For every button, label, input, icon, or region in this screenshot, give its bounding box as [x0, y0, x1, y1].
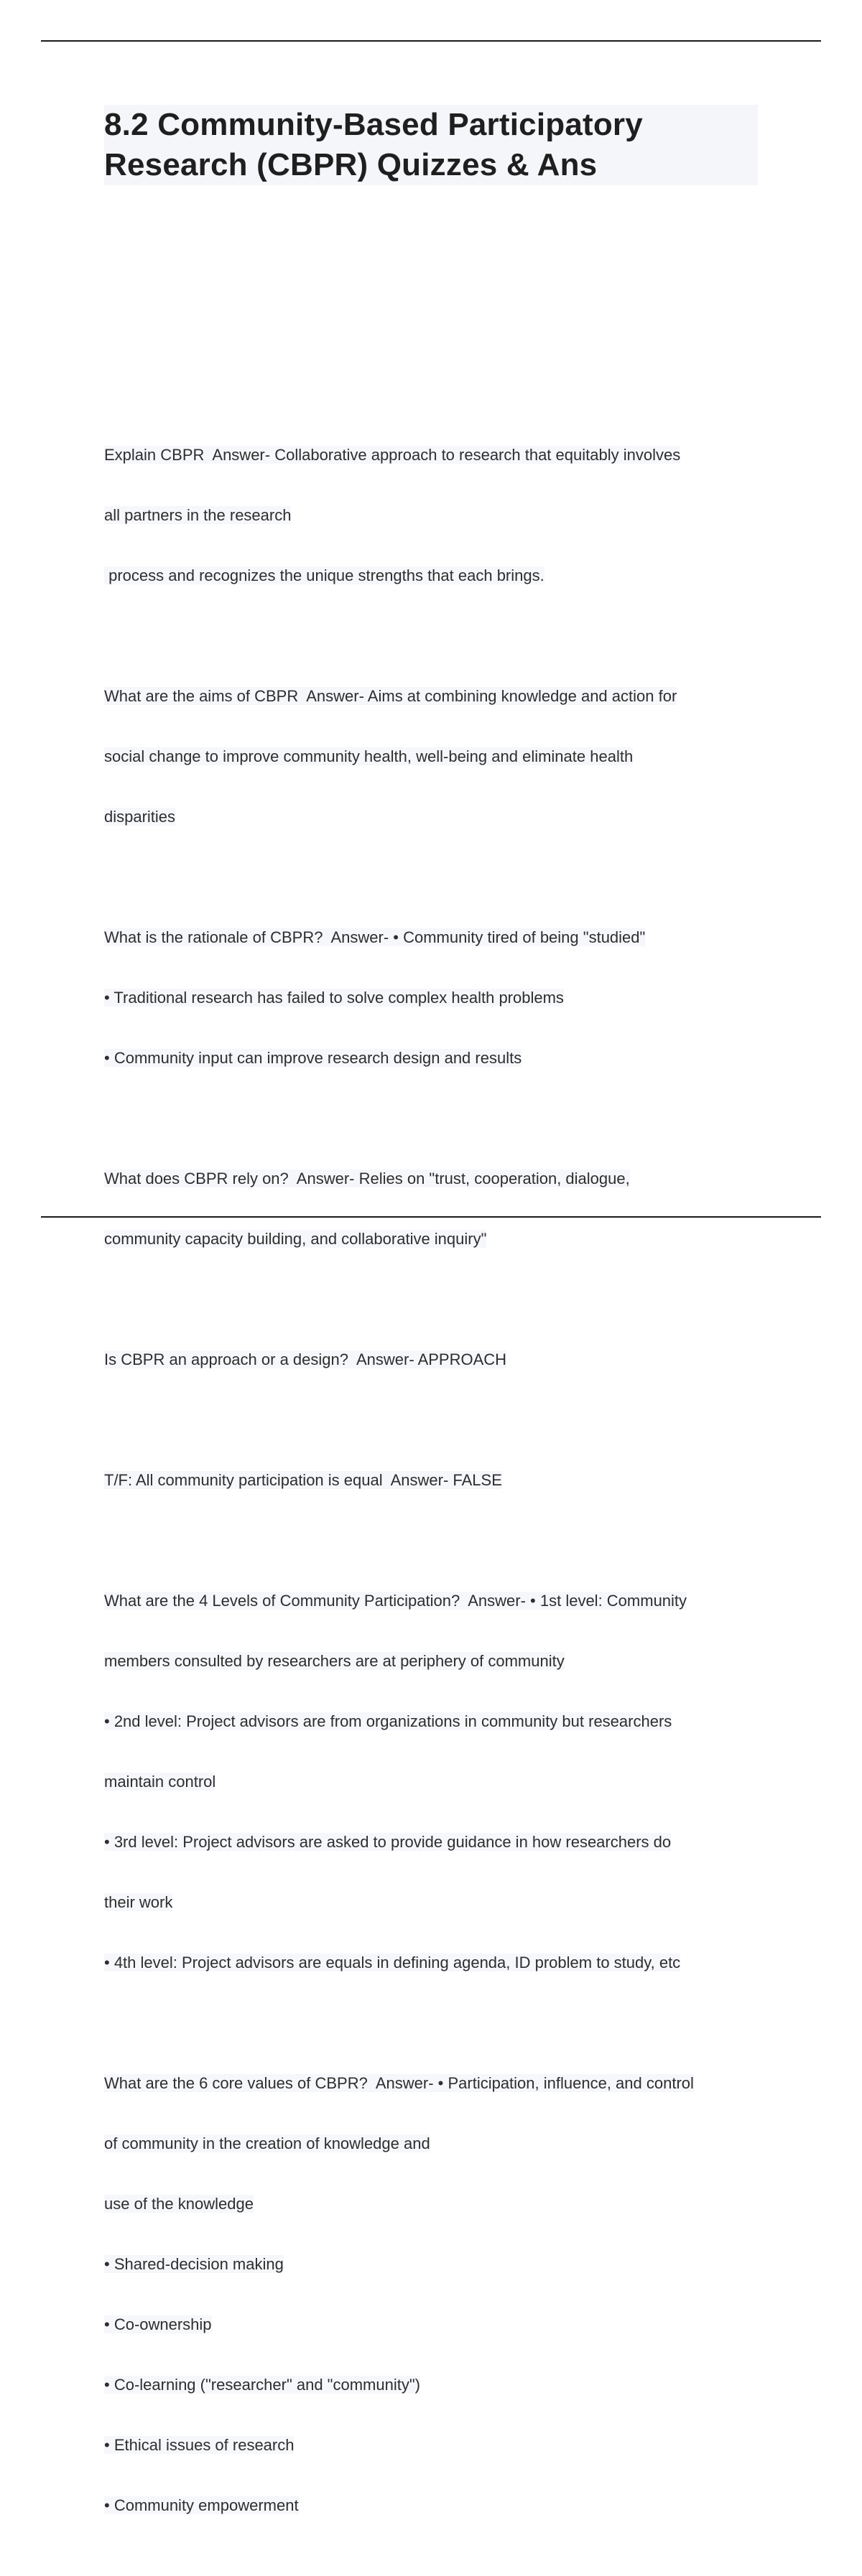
- qa-line: • Co-learning ("researcher" and "community"): [104, 2376, 420, 2394]
- qa-line: What does CBPR rely on? Answer- Relies on "trust, cooperation, dialogue,: [104, 1170, 630, 1187]
- bottom-rule: [41, 1216, 821, 1218]
- qa-line: • 4th level: Project advisors are equals in defining agenda, ID problem to study, etc: [104, 1954, 681, 1971]
- qa-item: [104, 405, 765, 626]
- qa-line: • 3rd level: Project advisors are asked to provide guidance in how researchers do: [104, 1833, 672, 1851]
- qa-line: use of the knowledge: [104, 2195, 254, 2213]
- qa-line: Is CBPR an approach or a design? Answer- APPROACH: [104, 1350, 507, 1368]
- qa-line: • Community empowerment: [104, 2496, 299, 2514]
- qa-line: Explain CBPR Answer- Collaborative approach to research that equitably involves: [104, 446, 681, 464]
- qa-line: What is the rationale of CBPR? Answer- • Community tired of being "studied": [104, 928, 646, 946]
- qa-line: all partners in the research: [104, 506, 292, 524]
- qa-line: • Co-ownership: [104, 2315, 212, 2333]
- qa-item: [104, 1430, 765, 1531]
- qa-line: maintain control: [104, 1773, 216, 1791]
- qa-line: • 2nd level: Project advisors are from organizations in community but researchers: [104, 1712, 672, 1730]
- qa-line: • Ethical issues of research: [104, 2436, 295, 2454]
- qa-line: • Traditional research has failed to solve complex health problems: [104, 989, 564, 1007]
- qa-item: [104, 2033, 765, 2556]
- qa-line: T/F: All community participation is equal Answer- FALSE: [104, 1471, 502, 1489]
- qa-item: [104, 1129, 765, 1289]
- qa-line: • Community input can improve research design and results: [104, 1049, 522, 1067]
- qa-line: community capacity building, and collaborative inquiry": [104, 1230, 487, 1248]
- qa-line: social change to improve community health, well-being and eliminate health: [104, 747, 634, 765]
- qa-line: • Shared-decision making: [104, 2255, 284, 2273]
- top-rule: [41, 40, 821, 42]
- qa-item: [104, 887, 765, 1109]
- qa-line: disparities: [104, 808, 176, 826]
- page-title: [104, 105, 758, 185]
- title-block: [104, 105, 758, 185]
- page-title-line-2: Research (CBPR) Quizzes & Ans: [104, 147, 598, 182]
- qa-line: What are the 4 Levels of Community Participation? Answer- • 1st level: Community: [104, 1592, 687, 1610]
- qa-line: members consulted by researchers are at periphery of community: [104, 1652, 565, 1670]
- qa-line: What are the aims of CBPR Answer- Aims at combining knowledge and action for: [104, 687, 677, 705]
- page-title-line-1: 8.2 Community-Based Participatory: [104, 107, 643, 142]
- qa-line: What are the 6 core values of CBPR? Answer- • Participation, influence, and control: [104, 2074, 694, 2092]
- qa-item: [104, 646, 765, 867]
- qa-line: process and recognizes the unique strengths that each brings.: [104, 566, 544, 584]
- qa-list: [104, 405, 765, 2576]
- qa-item: [104, 1551, 765, 2013]
- qa-line: of community in the creation of knowledge and: [104, 2134, 430, 2152]
- qa-line: their work: [104, 1893, 173, 1911]
- qa-item: [104, 1310, 765, 1410]
